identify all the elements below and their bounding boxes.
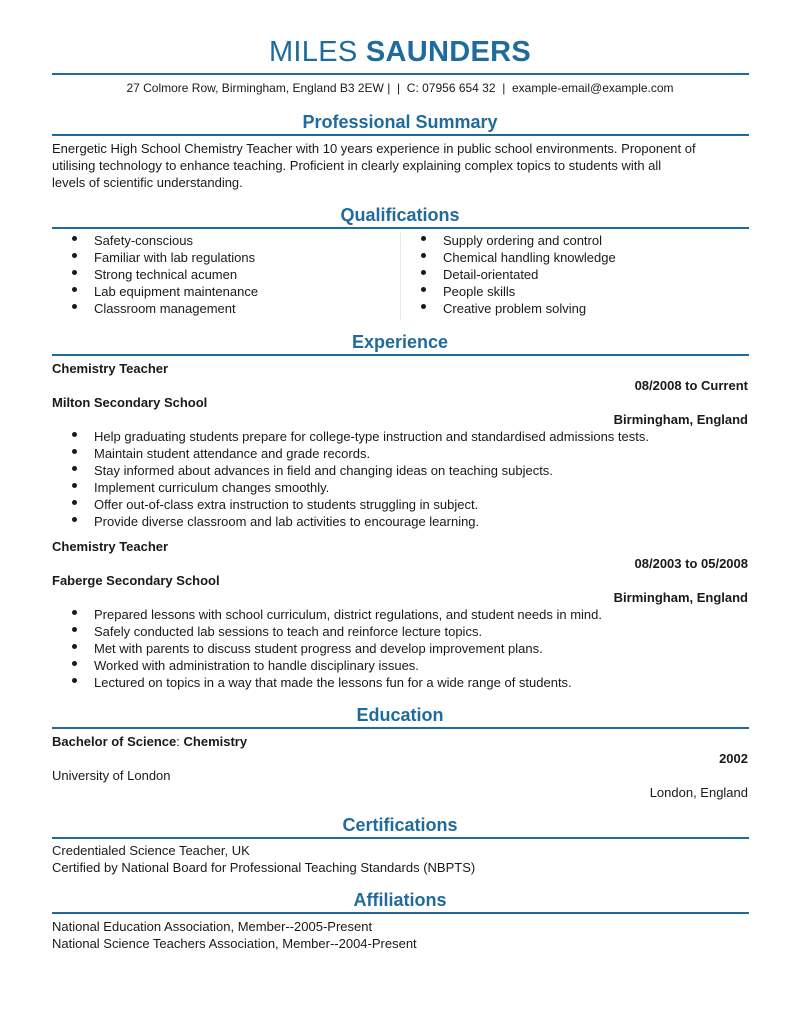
education-degree-line (52, 733, 748, 750)
list-item: Familiar with lab regulations (52, 249, 258, 266)
affiliations-heading: Affiliations (353, 890, 447, 910)
affiliations-rule (52, 912, 749, 914)
list-item: Lectured on topics in a way that made the lessons fun for a wide range of students. (52, 674, 602, 691)
header-rule (52, 73, 749, 75)
list-item: Creative problem solving (401, 300, 616, 317)
job-role: Chemistry Teacher (52, 539, 169, 554)
job-employer: Milton Secondary School (52, 395, 208, 410)
candidate-name (0, 34, 800, 70)
certification-item: Certified by National Board for Professional Teaching Standards (NBPTS) (52, 860, 476, 875)
list-item: Implement curriculum changes smoothly. (52, 479, 649, 496)
job-dates: 08/2008 to Current (634, 378, 748, 393)
education-heading: Education (356, 705, 444, 725)
job-role: Chemistry Teacher (52, 361, 169, 376)
job-duties-list (52, 428, 649, 530)
affiliation-item: National Education Association, Member--2005-Present (52, 919, 373, 934)
list-item: Met with parents to discuss student progress and develop improvement plans. (52, 640, 602, 657)
degree-separator: : (176, 734, 184, 749)
degree: Bachelor of Science (52, 734, 177, 749)
job-location: Birmingham, England (613, 590, 748, 605)
list-item: Detail-orientated (401, 266, 616, 283)
summary-line: Energetic High School Chemistry Teacher with 10 years experience in public school environments. Proponent of (52, 141, 696, 156)
list-item: Prepared lessons with school curriculum, district regulations, and student needs in mind. (52, 606, 602, 623)
list-item: Chemical handling knowledge (401, 249, 616, 266)
education-location: London, England (649, 785, 748, 800)
list-item: Strong technical acumen (52, 266, 258, 283)
last-name: SAUNDERS (365, 36, 532, 68)
qualifications-right-list (401, 232, 616, 317)
qualifications-heading: Qualifications (340, 205, 460, 225)
list-item: Supply ordering and control (401, 232, 616, 249)
first-name: MILES (268, 36, 358, 68)
affiliation-item: National Science Teachers Association, Member--2004-Present (52, 936, 417, 951)
education-year: 2002 (719, 751, 748, 766)
certifications-heading: Certifications (342, 815, 458, 835)
education-school: University of London (52, 768, 171, 783)
job-location: Birmingham, England (613, 412, 748, 427)
list-item: Lab equipment maintenance (52, 283, 258, 300)
list-item: Stay informed about advances in field and changing ideas on teaching subjects. (52, 462, 649, 479)
qualifications-left-list (52, 232, 258, 317)
list-item: Classroom management (52, 300, 258, 317)
job-duties-list (52, 606, 602, 691)
list-item: Safety-conscious (52, 232, 258, 249)
contact-line: 27 Colmore Row, Birmingham, England B3 2EW | | C: 07956 654 32 | example-email@example.com (126, 81, 674, 95)
summary-rule (52, 134, 749, 136)
degree-field: Chemistry (183, 734, 248, 749)
list-item: Maintain student attendance and grade records. (52, 445, 649, 462)
list-item: Offer out-of-class extra instruction to students struggling in subject. (52, 496, 649, 513)
list-item: Provide diverse classroom and lab activities to encourage learning. (52, 513, 649, 530)
summary-line: levels of scientific understanding. (52, 175, 243, 190)
list-item: Safely conducted lab sessions to teach and reinforce lecture topics. (52, 623, 602, 640)
certification-item: Credentialed Science Teacher, UK (52, 843, 250, 858)
education-rule (52, 727, 749, 729)
qualifications-rule (52, 227, 749, 229)
experience-rule (52, 354, 749, 356)
summary-text (52, 140, 750, 191)
job-dates: 08/2003 to 05/2008 (634, 556, 748, 571)
experience-heading: Experience (351, 332, 449, 352)
certifications-rule (52, 837, 749, 839)
summary-line: utilising technology to enhance teaching. Proficient in clearly explaining complex topics to students with all (52, 158, 662, 173)
job-employer: Faberge Secondary School (52, 573, 220, 588)
summary-heading: Professional Summary (302, 112, 498, 132)
list-item: Help graduating students prepare for college-type instruction and standardised admissions tests. (52, 428, 649, 445)
list-item: Worked with administration to handle disciplinary issues. (52, 657, 602, 674)
list-item: People skills (401, 283, 616, 300)
